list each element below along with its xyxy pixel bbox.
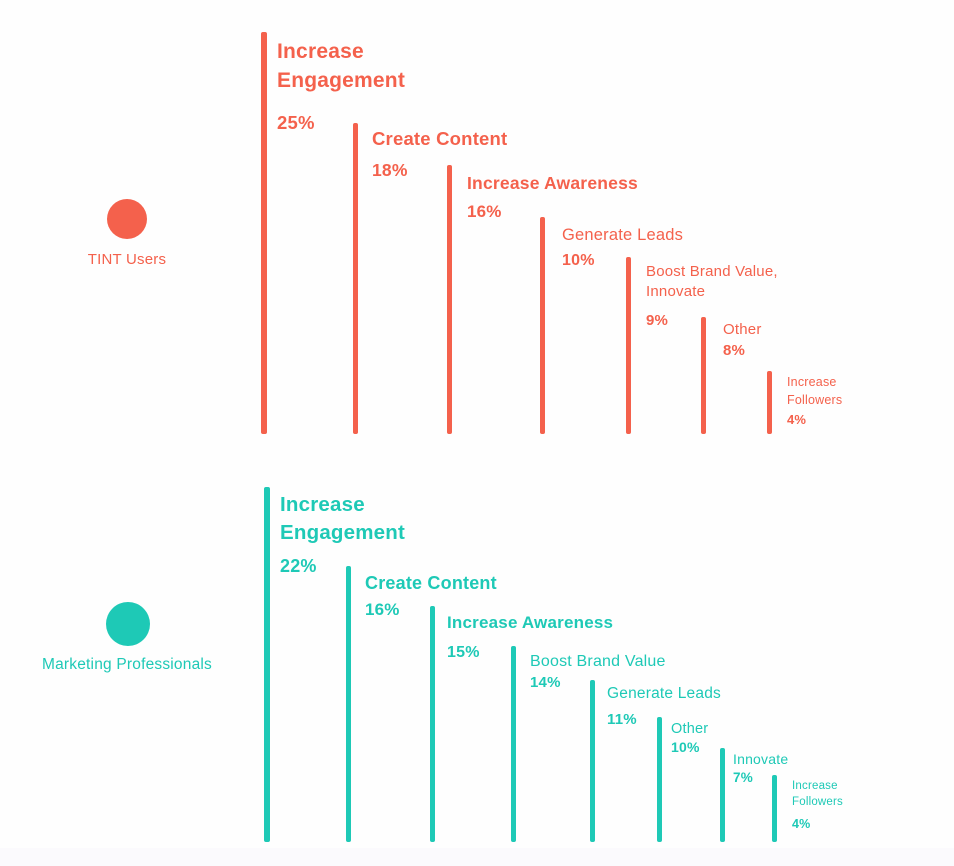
bar-label (365, 571, 497, 595)
bar-value: 11% (607, 711, 637, 728)
bar-label (372, 127, 507, 151)
bar-label (671, 720, 708, 739)
bar-label-line: Innovate (646, 283, 706, 300)
bar-label (280, 491, 405, 547)
bar-label-line: Increase (280, 493, 365, 516)
bar-label-line: Create Content (372, 128, 508, 149)
bar-label-line: Increase (277, 40, 364, 63)
bar-label (787, 373, 842, 409)
legend-dot (107, 199, 147, 239)
bar-label-line: Increase (792, 780, 838, 792)
legend-label: Marketing Professionals (41, 656, 212, 673)
legend-label: TINT Users (87, 251, 167, 268)
bar-line (540, 217, 545, 434)
bar-value: 25% (277, 112, 315, 133)
bar-line (767, 371, 772, 434)
bar-value: 10% (671, 739, 700, 755)
bar-line (447, 165, 452, 434)
bar-value: 22% (280, 556, 317, 576)
bar-line (590, 680, 595, 842)
bar-line (353, 123, 358, 434)
bar-label-line: Other (671, 721, 709, 737)
bar-line (261, 32, 267, 434)
bar-line (626, 257, 631, 434)
bar-label-line: Create Content (365, 573, 497, 593)
bar-label-line: Innovate (733, 751, 789, 767)
bar-value: 15% (447, 644, 480, 661)
bar-label-line: Followers (792, 796, 844, 808)
bar-label-line: Boost Brand Value, (646, 263, 778, 280)
bar-value: 4% (787, 412, 807, 427)
bar-value: 18% (372, 160, 408, 180)
bar-label-line: Engagement (280, 521, 406, 544)
bar-label (530, 651, 666, 672)
bar-label-line: Boost Brand Value (530, 653, 666, 670)
bar-value: 14% (530, 674, 561, 691)
bar-label (723, 320, 762, 340)
bar-value: 4% (792, 817, 811, 831)
bar-label (467, 172, 638, 195)
bar-line (511, 646, 516, 842)
bar-label-line: Increase Awareness (447, 613, 614, 632)
bar-label-line: Followers (787, 393, 843, 407)
bar-label (447, 612, 613, 634)
bar-label (646, 262, 778, 302)
bar-line (772, 775, 777, 842)
bar-value: 10% (562, 252, 595, 269)
bar-label-line: Generate Leads (607, 685, 721, 702)
bar-line (264, 487, 270, 842)
bar-value: 8% (723, 342, 746, 359)
bar-label-line: Increase (787, 375, 837, 389)
bar-label (277, 37, 405, 95)
bar-label (562, 224, 683, 246)
bar-value: 9% (646, 312, 669, 329)
bar-label (733, 750, 788, 768)
bar-value: 16% (365, 600, 400, 619)
bar-value: 7% (733, 770, 753, 785)
bar-line (720, 748, 725, 842)
bar-value: 16% (467, 202, 502, 221)
bar-label-line: Engagement (277, 69, 406, 92)
legend-dot (106, 602, 150, 646)
bar-label-line: Increase Awareness (467, 173, 638, 193)
bar-label (607, 684, 721, 704)
bar-line (346, 566, 351, 842)
footer-band (0, 848, 954, 866)
bar-label-line: Generate Leads (562, 226, 684, 244)
bar-line (430, 606, 435, 842)
bar-line (657, 717, 662, 842)
bar-label-line: Other (723, 321, 762, 338)
bar-line (701, 317, 706, 434)
bar-label (792, 778, 843, 810)
